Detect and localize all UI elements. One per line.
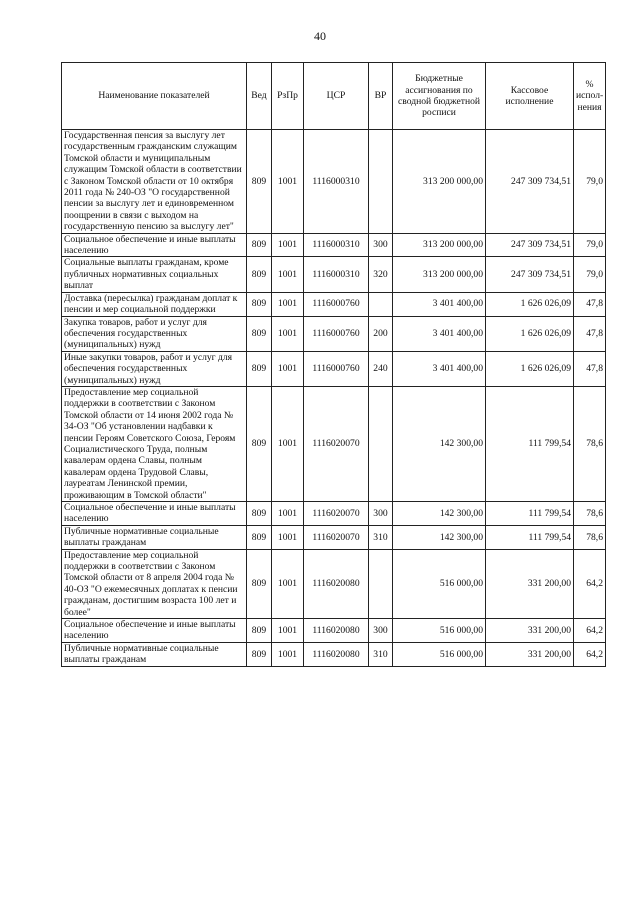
- cell-pct: 64,2: [574, 549, 606, 618]
- cell-assign: 516 000,00: [393, 619, 486, 643]
- cell-name: Социальное обеспечение и иные выплаты населению: [62, 502, 247, 526]
- cell-cash: 1 626 026,09: [486, 292, 574, 316]
- cell-ved: 809: [247, 525, 272, 549]
- table-row: [62, 386, 606, 501]
- cell-rzpr: 1001: [272, 351, 304, 386]
- cell-vr: [369, 130, 393, 234]
- cell-rzpr: 1001: [272, 233, 304, 257]
- cell-name: Публичные нормативные социальные выплаты гражданам: [62, 642, 247, 666]
- cell-name: Социальное обеспечение и иные выплаты населению: [62, 619, 247, 643]
- cell-assign: 142 300,00: [393, 386, 486, 501]
- cell-name: Закупка товаров, работ и услуг для обеспечения государственных (муниципальных) нужд: [62, 316, 247, 351]
- cell-vr: [369, 292, 393, 316]
- cell-assign: 3 401 400,00: [393, 351, 486, 386]
- cell-assign: 516 000,00: [393, 642, 486, 666]
- cell-ved: 809: [247, 642, 272, 666]
- cell-cash: 247 309 734,51: [486, 257, 574, 292]
- cell-ved: 809: [247, 619, 272, 643]
- col-header-rzpr: РзПр: [272, 63, 304, 130]
- cell-vr: 310: [369, 642, 393, 666]
- cell-ved: 809: [247, 233, 272, 257]
- cell-vr: 300: [369, 502, 393, 526]
- cell-rzpr: 1001: [272, 642, 304, 666]
- cell-name: Предоставление мер социальной поддержки в соответствии с Законом Томской области от 14 июня 2002 года № 34-ОЗ "Об установлении надбавки к пенсии Героям Советского Союза, Героям Социалистического Труда, полным кавалерам ордена Славы, полным кавалерам ордена Трудовой Славы, лауреатам Ленинской премии, проживающим в Томской области": [62, 386, 247, 501]
- cell-ved: 809: [247, 130, 272, 234]
- cell-assign: 313 200 000,00: [393, 130, 486, 234]
- page-number: 40: [314, 29, 326, 43]
- cell-pct: 79,0: [574, 130, 606, 234]
- table-row: [62, 642, 606, 666]
- cell-rzpr: 1001: [272, 549, 304, 618]
- cell-ved: 809: [247, 316, 272, 351]
- cell-rzpr: 1001: [272, 619, 304, 643]
- cell-csr: 1116000760: [304, 316, 369, 351]
- col-header-pct: % испол-нения: [574, 63, 606, 130]
- cell-cash: 331 200,00: [486, 642, 574, 666]
- cell-pct: 79,0: [574, 257, 606, 292]
- cell-assign: 516 000,00: [393, 549, 486, 618]
- cell-ved: 809: [247, 502, 272, 526]
- cell-rzpr: 1001: [272, 130, 304, 234]
- table-row: [62, 130, 606, 234]
- cell-vr: 310: [369, 525, 393, 549]
- cell-csr: 1116020080: [304, 549, 369, 618]
- cell-csr: 1116020070: [304, 525, 369, 549]
- cell-ved: 809: [247, 386, 272, 501]
- cell-name: Публичные нормативные социальные выплаты гражданам: [62, 525, 247, 549]
- cell-assign: 142 300,00: [393, 502, 486, 526]
- cell-pct: 47,8: [574, 316, 606, 351]
- cell-name: Доставка (пересылка) гражданам доплат к пенсии и мер социальной поддержки: [62, 292, 247, 316]
- cell-rzpr: 1001: [272, 316, 304, 351]
- cell-vr: [369, 386, 393, 501]
- cell-ved: 809: [247, 292, 272, 316]
- cell-vr: 320: [369, 257, 393, 292]
- cell-csr: 1116000310: [304, 257, 369, 292]
- table-row: [62, 233, 606, 257]
- cell-rzpr: 1001: [272, 525, 304, 549]
- cell-vr: [369, 549, 393, 618]
- cell-csr: 1116000760: [304, 351, 369, 386]
- cell-ved: 809: [247, 257, 272, 292]
- cell-rzpr: 1001: [272, 257, 304, 292]
- cell-cash: 111 799,54: [486, 502, 574, 526]
- cell-csr: 1116020070: [304, 502, 369, 526]
- table-row: [62, 619, 606, 643]
- cell-name: Предоставление мер социальной поддержки в соответствии с Законом Томской области от 8 апреля 2004 года № 40-ОЗ "О ежемесячных доплатах к пенсии гражданам, достигшим возраста 100 лет и более": [62, 549, 247, 618]
- table-row: [62, 257, 606, 292]
- cell-pct: 47,8: [574, 292, 606, 316]
- budget-table: [61, 62, 606, 667]
- cell-cash: 111 799,54: [486, 525, 574, 549]
- cell-csr: 1116000310: [304, 233, 369, 257]
- col-header-cash: Кассовое исполнение: [486, 63, 574, 130]
- col-header-vr: ВР: [369, 63, 393, 130]
- cell-csr: 1116020080: [304, 642, 369, 666]
- table-row: [62, 292, 606, 316]
- table-row: [62, 549, 606, 618]
- cell-csr: 1116000760: [304, 292, 369, 316]
- col-header-assign: Бюджетные ассигнования по сводной бюджетной росписи: [393, 63, 486, 130]
- cell-name: Государственная пенсия за выслугу лет государственным гражданским служащим Томской области и муниципальным служащим Томской области в соответствии с Законом Томской области от 10 октября 2011 года № 240-ОЗ "О государственной пенсии за выслугу лет и единовременном поощрении в связи с выходом на государственную пенсию за выслугу лет": [62, 130, 247, 234]
- col-header-csr: ЦСР: [304, 63, 369, 130]
- cell-rzpr: 1001: [272, 292, 304, 316]
- cell-ved: 809: [247, 351, 272, 386]
- cell-cash: 1 626 026,09: [486, 316, 574, 351]
- cell-ved: 809: [247, 549, 272, 618]
- cell-pct: 47,8: [574, 351, 606, 386]
- cell-assign: 3 401 400,00: [393, 292, 486, 316]
- cell-pct: 78,6: [574, 525, 606, 549]
- cell-assign: 313 200 000,00: [393, 257, 486, 292]
- cell-assign: 3 401 400,00: [393, 316, 486, 351]
- table-header: [62, 63, 606, 130]
- cell-name: Социальные выплаты гражданам, кроме публичных нормативных социальных выплат: [62, 257, 247, 292]
- cell-cash: 247 309 734,51: [486, 130, 574, 234]
- cell-vr: 200: [369, 316, 393, 351]
- cell-csr: 1116000310: [304, 130, 369, 234]
- cell-cash: 331 200,00: [486, 619, 574, 643]
- cell-pct: 78,6: [574, 502, 606, 526]
- cell-rzpr: 1001: [272, 386, 304, 501]
- cell-name: Иные закупки товаров, работ и услуг для обеспечения государственных (муниципальных) нужд: [62, 351, 247, 386]
- cell-csr: 1116020070: [304, 386, 369, 501]
- cell-vr: 300: [369, 619, 393, 643]
- cell-rzpr: 1001: [272, 502, 304, 526]
- table-row: [62, 525, 606, 549]
- cell-vr: 300: [369, 233, 393, 257]
- cell-cash: 1 626 026,09: [486, 351, 574, 386]
- cell-vr: 240: [369, 351, 393, 386]
- cell-cash: 247 309 734,51: [486, 233, 574, 257]
- col-header-name: Наименование показателей: [62, 63, 247, 130]
- table-row: [62, 316, 606, 351]
- cell-pct: 64,2: [574, 619, 606, 643]
- cell-pct: 79,0: [574, 233, 606, 257]
- cell-pct: 64,2: [574, 642, 606, 666]
- cell-pct: 78,6: [574, 386, 606, 501]
- cell-name: Социальное обеспечение и иные выплаты населению: [62, 233, 247, 257]
- table-row: [62, 351, 606, 386]
- table-row: [62, 502, 606, 526]
- cell-cash: 111 799,54: [486, 386, 574, 501]
- cell-csr: 1116020080: [304, 619, 369, 643]
- col-header-ved: Вед: [247, 63, 272, 130]
- cell-assign: 313 200 000,00: [393, 233, 486, 257]
- cell-assign: 142 300,00: [393, 525, 486, 549]
- cell-cash: 331 200,00: [486, 549, 574, 618]
